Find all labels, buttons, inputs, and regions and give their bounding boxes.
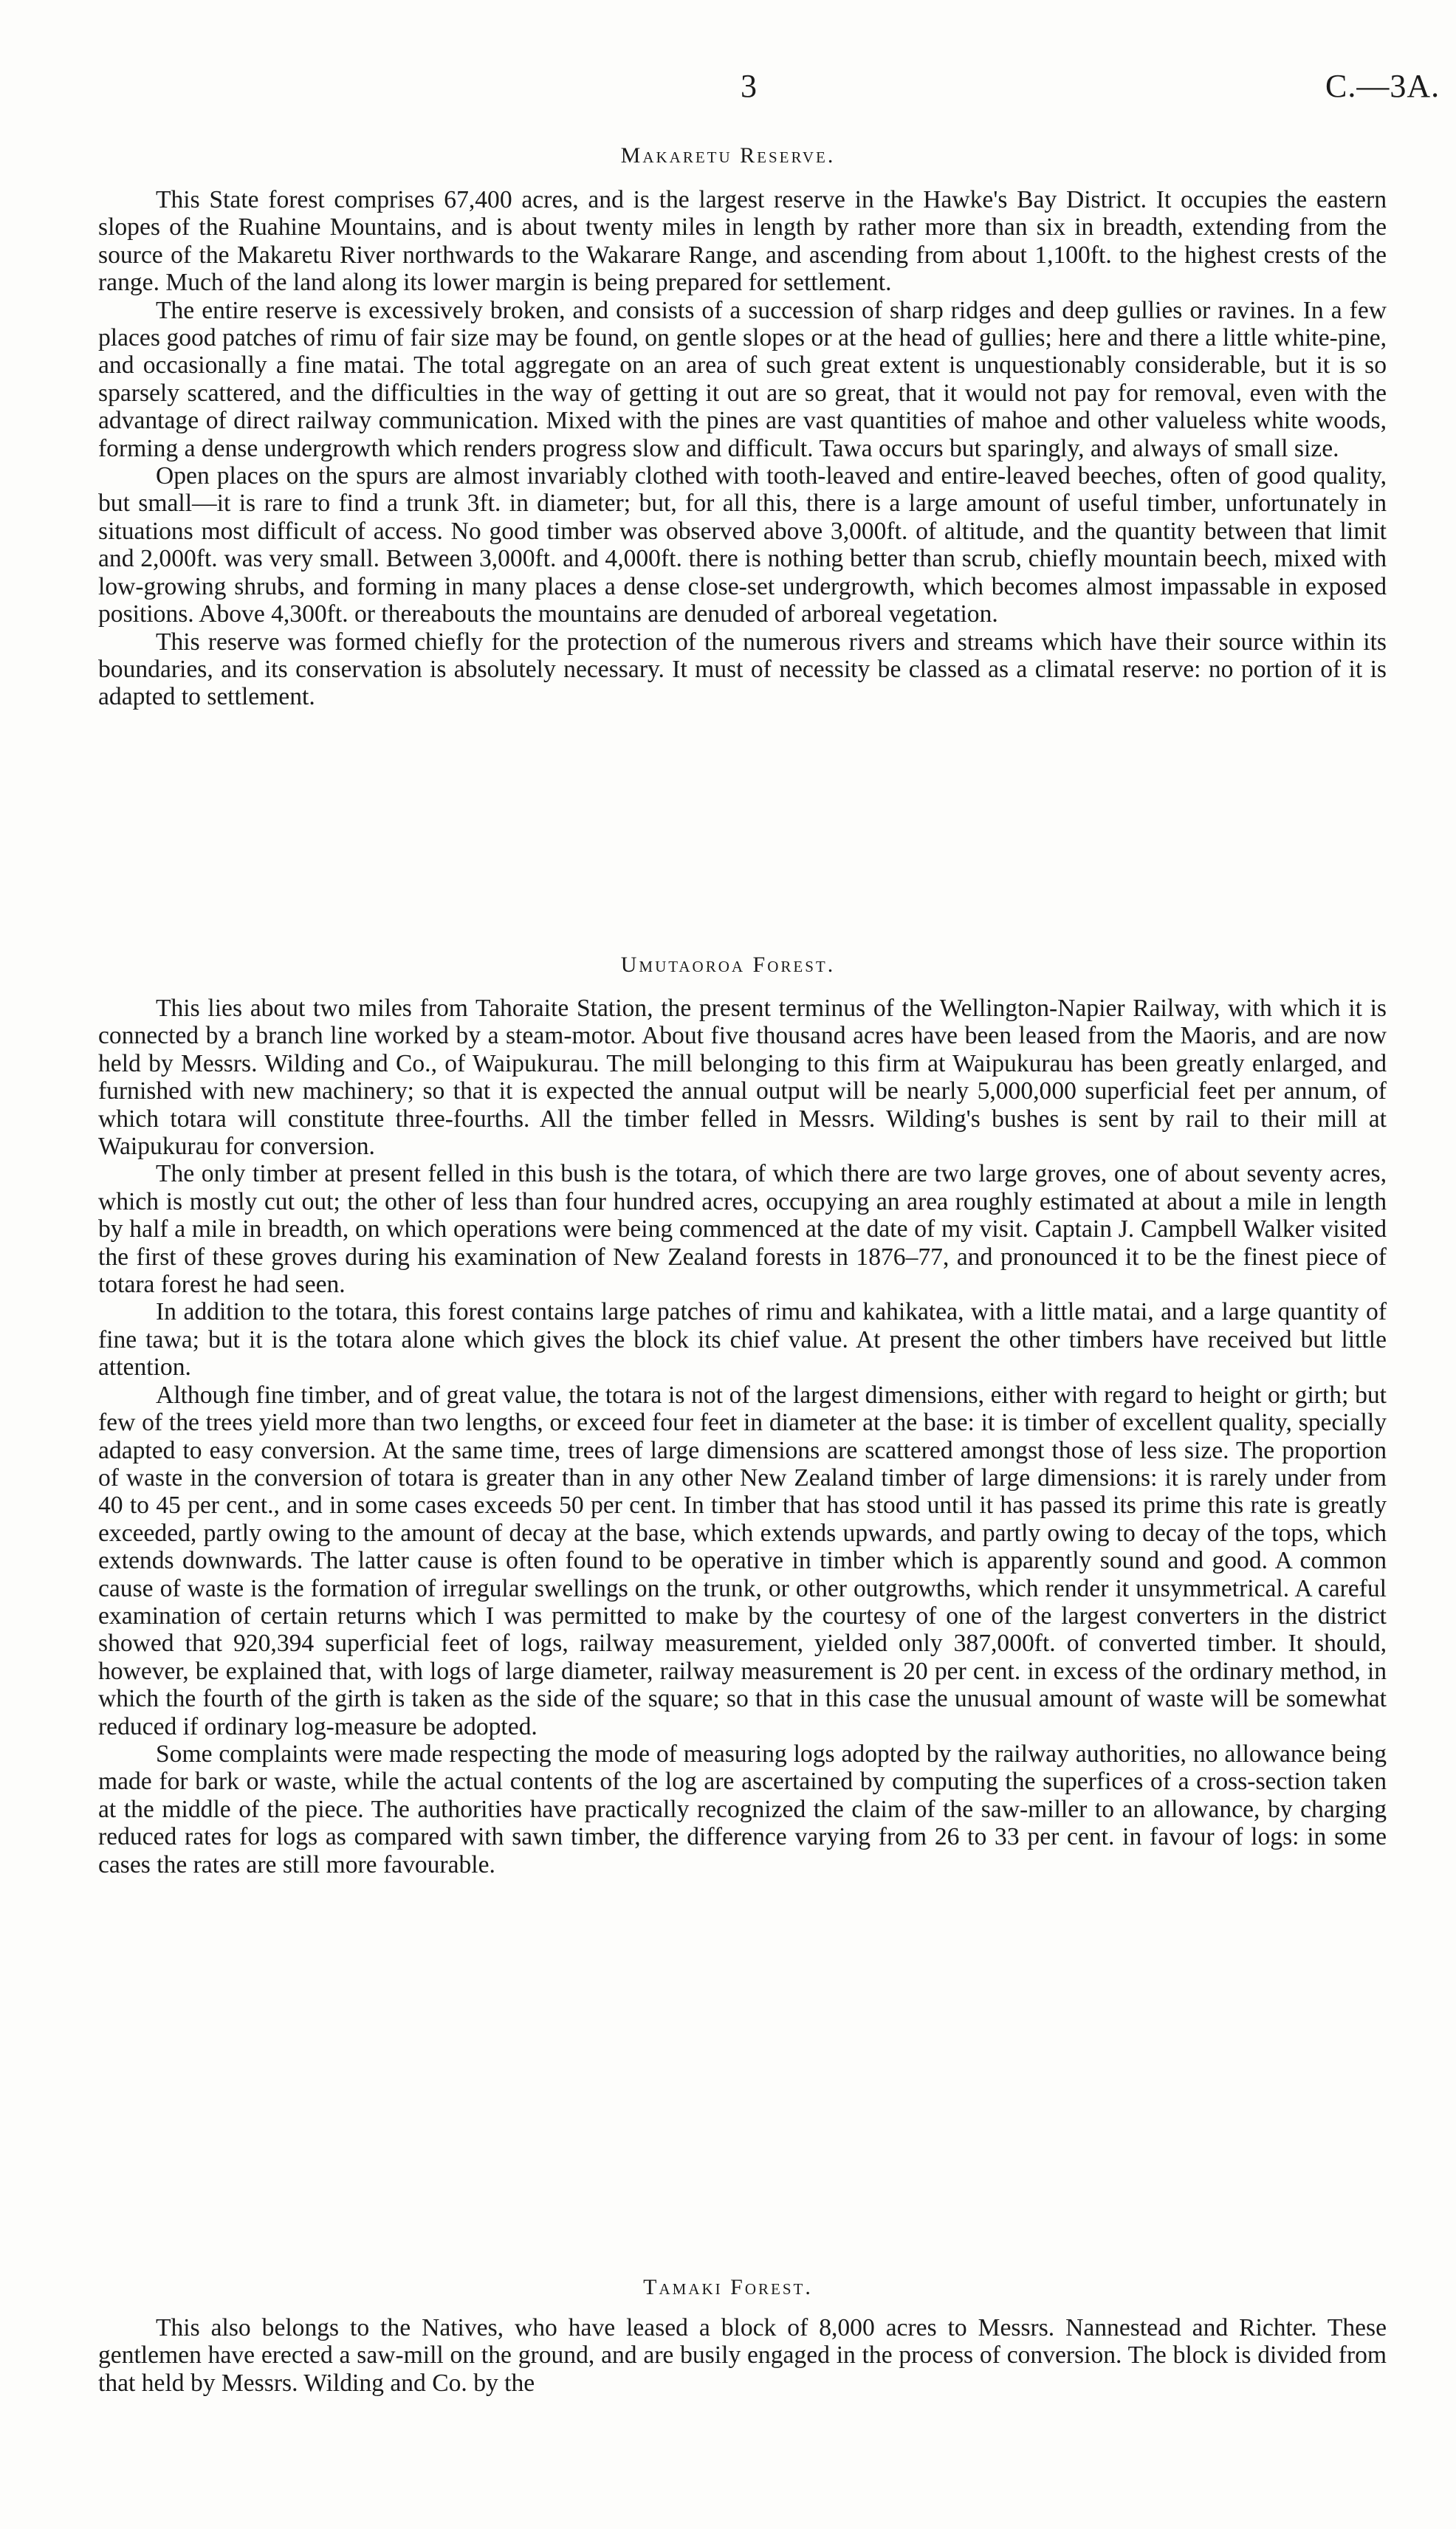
paragraph: In addition to the totara, this forest contains large patches of rimu and kahikatea, with a little matai, and a large quantity of fine tawa; but it is the totara alone which gives the block its chief value. At present the other timbers have received but little attention. <box>98 1298 1387 1382</box>
section-heading-tamaki: Tamaki Forest. <box>643 2275 813 2299</box>
paragraph: This also belongs to the Natives, who have leased a block of 8,000 acres to Messrs. Nannestead and Richter. These gentlemen have erected a saw-mill on the ground, and are busily engaged in the process of conversion. The block is divided from that held by Messrs. Wilding and Co. by the <box>98 2314 1387 2397</box>
paragraph: Open places on the spurs are almost invariably clothed with tooth-leaved and entire-leaved beeches, often of good quality, but small—it is rare to find a trunk 3ft. in diameter; but, for all this, there is a large amount of useful timber, unfortunately in situations most difficult of access. No good timber was observed above 3,000ft. of altitude, and the quantity between that limit and 2,000ft. was very small. Between 3,000ft. and 4,000ft. there is nothing better than scrub, chiefly mountain beech, mixed with low-growing shrubs, and forming in many places a dense close-set undergrowth, which becomes almost impassable in exposed positions. Above 4,300ft. or thereabouts the mountains are denuded of arboreal vegetation. <box>98 462 1387 628</box>
section-tamaki <box>98 2314 1387 2397</box>
paragraph: This State forest comprises 67,400 acres, and is the largest reserve in the Hawke's Bay District. It occupies the eastern slopes of the Ruahine Mountains, and is about twenty miles in length by rather more than six in breadth, extending from the source of the Makaretu River northwards to the Wakarare Range, and ascending from about 1,100ft. to the highest crests of the range. Much of the land along its lower margin is being prepared for settlement. <box>98 186 1387 297</box>
paragraph: The entire reserve is excessively broken, and consists of a succession of sharp ridges and deep gullies or ravines. In a few places good patches of rimu of fair size may be found, on gentle slopes or at the head of gullies; here and there a little white-pine, and occasionally a fine matai. The total aggregate on an area of such great extent is unquestionably considerable, but it is so sparsely scattered, and the difficulties in the way of getting it out are so great, that it would not pay for removal, even with the advantage of direct railway communication. Mixed with the pines are vast quantities of mahoe and other valueless white woods, forming a dense undergrowth which renders progress slow and difficult. Tawa occurs but sparingly, and always of small size. <box>98 296 1387 462</box>
paragraph: Although fine timber, and of great value, the totara is not of the largest dimensions, either with regard to height or girth; but few of the trees yield more than two lengths, or exceed four feet in diameter at the base: it is timber of excellent quality, specially adapted to easy conversion. At the same time, trees of large dimensions are scattered amongst those of less size. The proportion of waste in the conversion of totara is greater than in any other New Zealand timber of large dimensions: it is rarely under from 40 to 45 per cent., and in some cases exceeds 50 per cent. In timber that has stood until it has passed its prime this rate is greatly exceeded, partly owing to the amount of decay at the base, which extends upwards, and partly owing to decay of the tops, which extends downwards. The latter cause is often found to be operative in timber which is apparently sound and good. A common cause of waste is the formation of irregular swellings on the trunk, or other outgrowths, which render it unsymmetrical. A careful examination of certain returns which I was permitted to make by the courtesy of one of the largest converters in the district showed that 920,394 superficial feet of logs, railway measurement, yielded only 387,000ft. of converted timber. It should, however, be explained that, with logs of large diameter, railway measurement is 20 per cent. in excess of the ordinary method, in which the fourth of the girth is taken as the side of the square; so that in this case the unusual amount of waste will be somewhat reduced if ordinary log-measure be adopted. <box>98 1381 1387 1740</box>
paragraph: The only timber at present felled in this bush is the totara, of which there are two large groves, one of about seventy acres, which is mostly cut out; the other of less than four hundred acres, occupying an area roughly estimated at about a mile in length by half a mile in breadth, on which operations were being commenced at the date of my visit. Captain J. Campbell Walker visited the first of these groves during his examination of New Zealand forests in 1876–77, and pronounced it to be the finest piece of totara forest he had seen. <box>98 1160 1387 1299</box>
paragraph: Some complaints were made respecting the mode of measuring logs adopted by the railway authorities, no allowance being made for bark or waste, while the actual contents of the log are ascertained by computing the superfices of a cross-section taken at the middle of the piece. The authorities have practically recognized the claim of the saw-miller to an allowance, by charging reduced rates for logs as compared with sawn timber, the difference varying from 26 to 33 per cent. in favour of logs: in some cases the rates are still more favourable. <box>98 1740 1387 1878</box>
section-makaretu <box>98 186 1387 711</box>
section-heading-makaretu: Makaretu Reserve. <box>620 143 836 168</box>
paragraph: This reserve was formed chiefly for the protection of the numerous rivers and streams which have their source within its boundaries, and its conservation is absolutely necessary. It must of necessity be classed as a climatal reserve: no portion of it is adapted to settlement. <box>98 628 1387 711</box>
document-reference: C.—3A. <box>1325 68 1440 104</box>
section-umutaoroa <box>98 995 1387 1878</box>
paragraph: This lies about two miles from Tahoraite Station, the present terminus of the Wellington-Napier Railway, with which it is connected by a branch line worked by a steam-motor. About five thousand acres have been leased from the Maoris, and are now held by Messrs. Wilding and Co., of Waipukurau. The mill belonging to this firm at Waipukurau has been greatly enlarged, and furnished with new machinery; so that it is expected the annual output will be nearly 5,000,000 superficial feet per annum, of which totara will constitute three-fourths. All the timber felled in Messrs. Wilding's bushes is sent by rail to their mill at Waipukurau for conversion. <box>98 995 1387 1161</box>
page-number: 3 <box>741 68 757 104</box>
section-heading-umutaoroa: Umutaoroa Forest. <box>620 953 836 977</box>
